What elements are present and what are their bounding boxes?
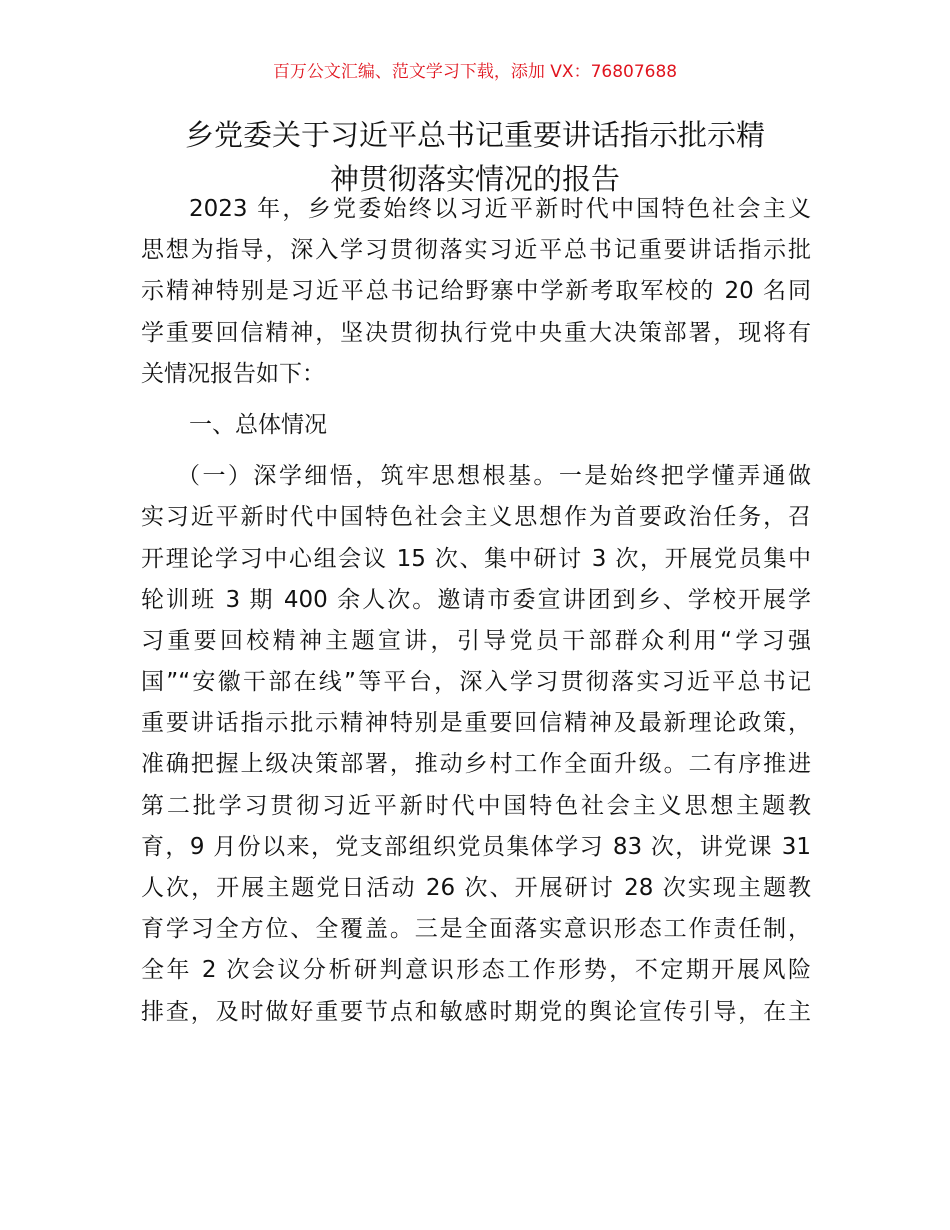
text-line: 2023 年，乡党委始终以习近平新时代中国特色社会主义 [189, 196, 811, 222]
text-line: 重要讲话指示批示精神特别是重要回信精神及最新理论政策， [141, 710, 811, 737]
text-line: 排查，及时做好重要节点和敏感时期党的舆论宣传引导，在主 [141, 998, 811, 1025]
intro-paragraph [141, 189, 811, 395]
section-heading: 一、总体情况 [189, 411, 327, 438]
title-line: 神贯彻落实情况的报告 [329, 162, 620, 196]
document-title [140, 113, 810, 201]
text-line: 准确把握上级决策部署，推动乡村工作全面升级。二有序推进 [141, 751, 811, 778]
text-line: 开理论学习中心组会议 15 次、集中研讨 3 次，开展党员集中 [141, 545, 811, 572]
text-line: 育，9 月份以来，党支部组织党员集体学习 83 次，讲党课 31 [141, 833, 811, 860]
text-line: 育学习全方位、全覆盖。三是全面落实意识形态工作责任制， [141, 916, 811, 943]
text-line: 人次，开展主题党日活动 26 次、开展研讨 28 次实现主题教 [141, 875, 811, 901]
document-body [141, 189, 811, 1033]
text-line: 学重要回信精神，坚决贯彻执行党中央重大决策部署，现将有 [141, 319, 811, 346]
title-line: 乡党委关于习近平总书记重要讲话指示批示精 [184, 118, 765, 152]
text-line: 第二批学习贯彻习近平新时代中国特色社会主义思想主题教 [141, 792, 811, 819]
text-line: 思想为指导，深入学习贯彻落实习近平总书记重要讲话指示批 [141, 237, 811, 264]
text-line: 示精神特别是习近平总书记给野寨中学新考取军校的 20 名同 [141, 278, 811, 305]
watermark-header: 百万公文汇编、范文学习下载，添加 VX：76807688 [272, 62, 678, 82]
text-line: 全年 2 次会议分析研判意识形态工作形势，不定期开展风险 [141, 957, 811, 984]
text-line: 国”“安徽干部在线”等平台，深入学习贯彻落实习近平总书记 [141, 669, 811, 696]
text-line: 轮训班 3 期 400 余人次。邀请市委宣讲团到乡、学校开展学 [141, 586, 811, 613]
text-line: （一）深学细悟，筑牢思想根基。一是始终把学懂弄通做 [177, 463, 811, 490]
text-line: 习重要回校精神主题宣讲，引导党员干部群众利用“学习强 [141, 627, 811, 654]
paragraph-1 [141, 456, 811, 1033]
text-line: 关情况报告如下： [141, 360, 325, 387]
text-line: 实习近平新时代中国特色社会主义思想作为首要政治任务，召 [141, 504, 811, 531]
